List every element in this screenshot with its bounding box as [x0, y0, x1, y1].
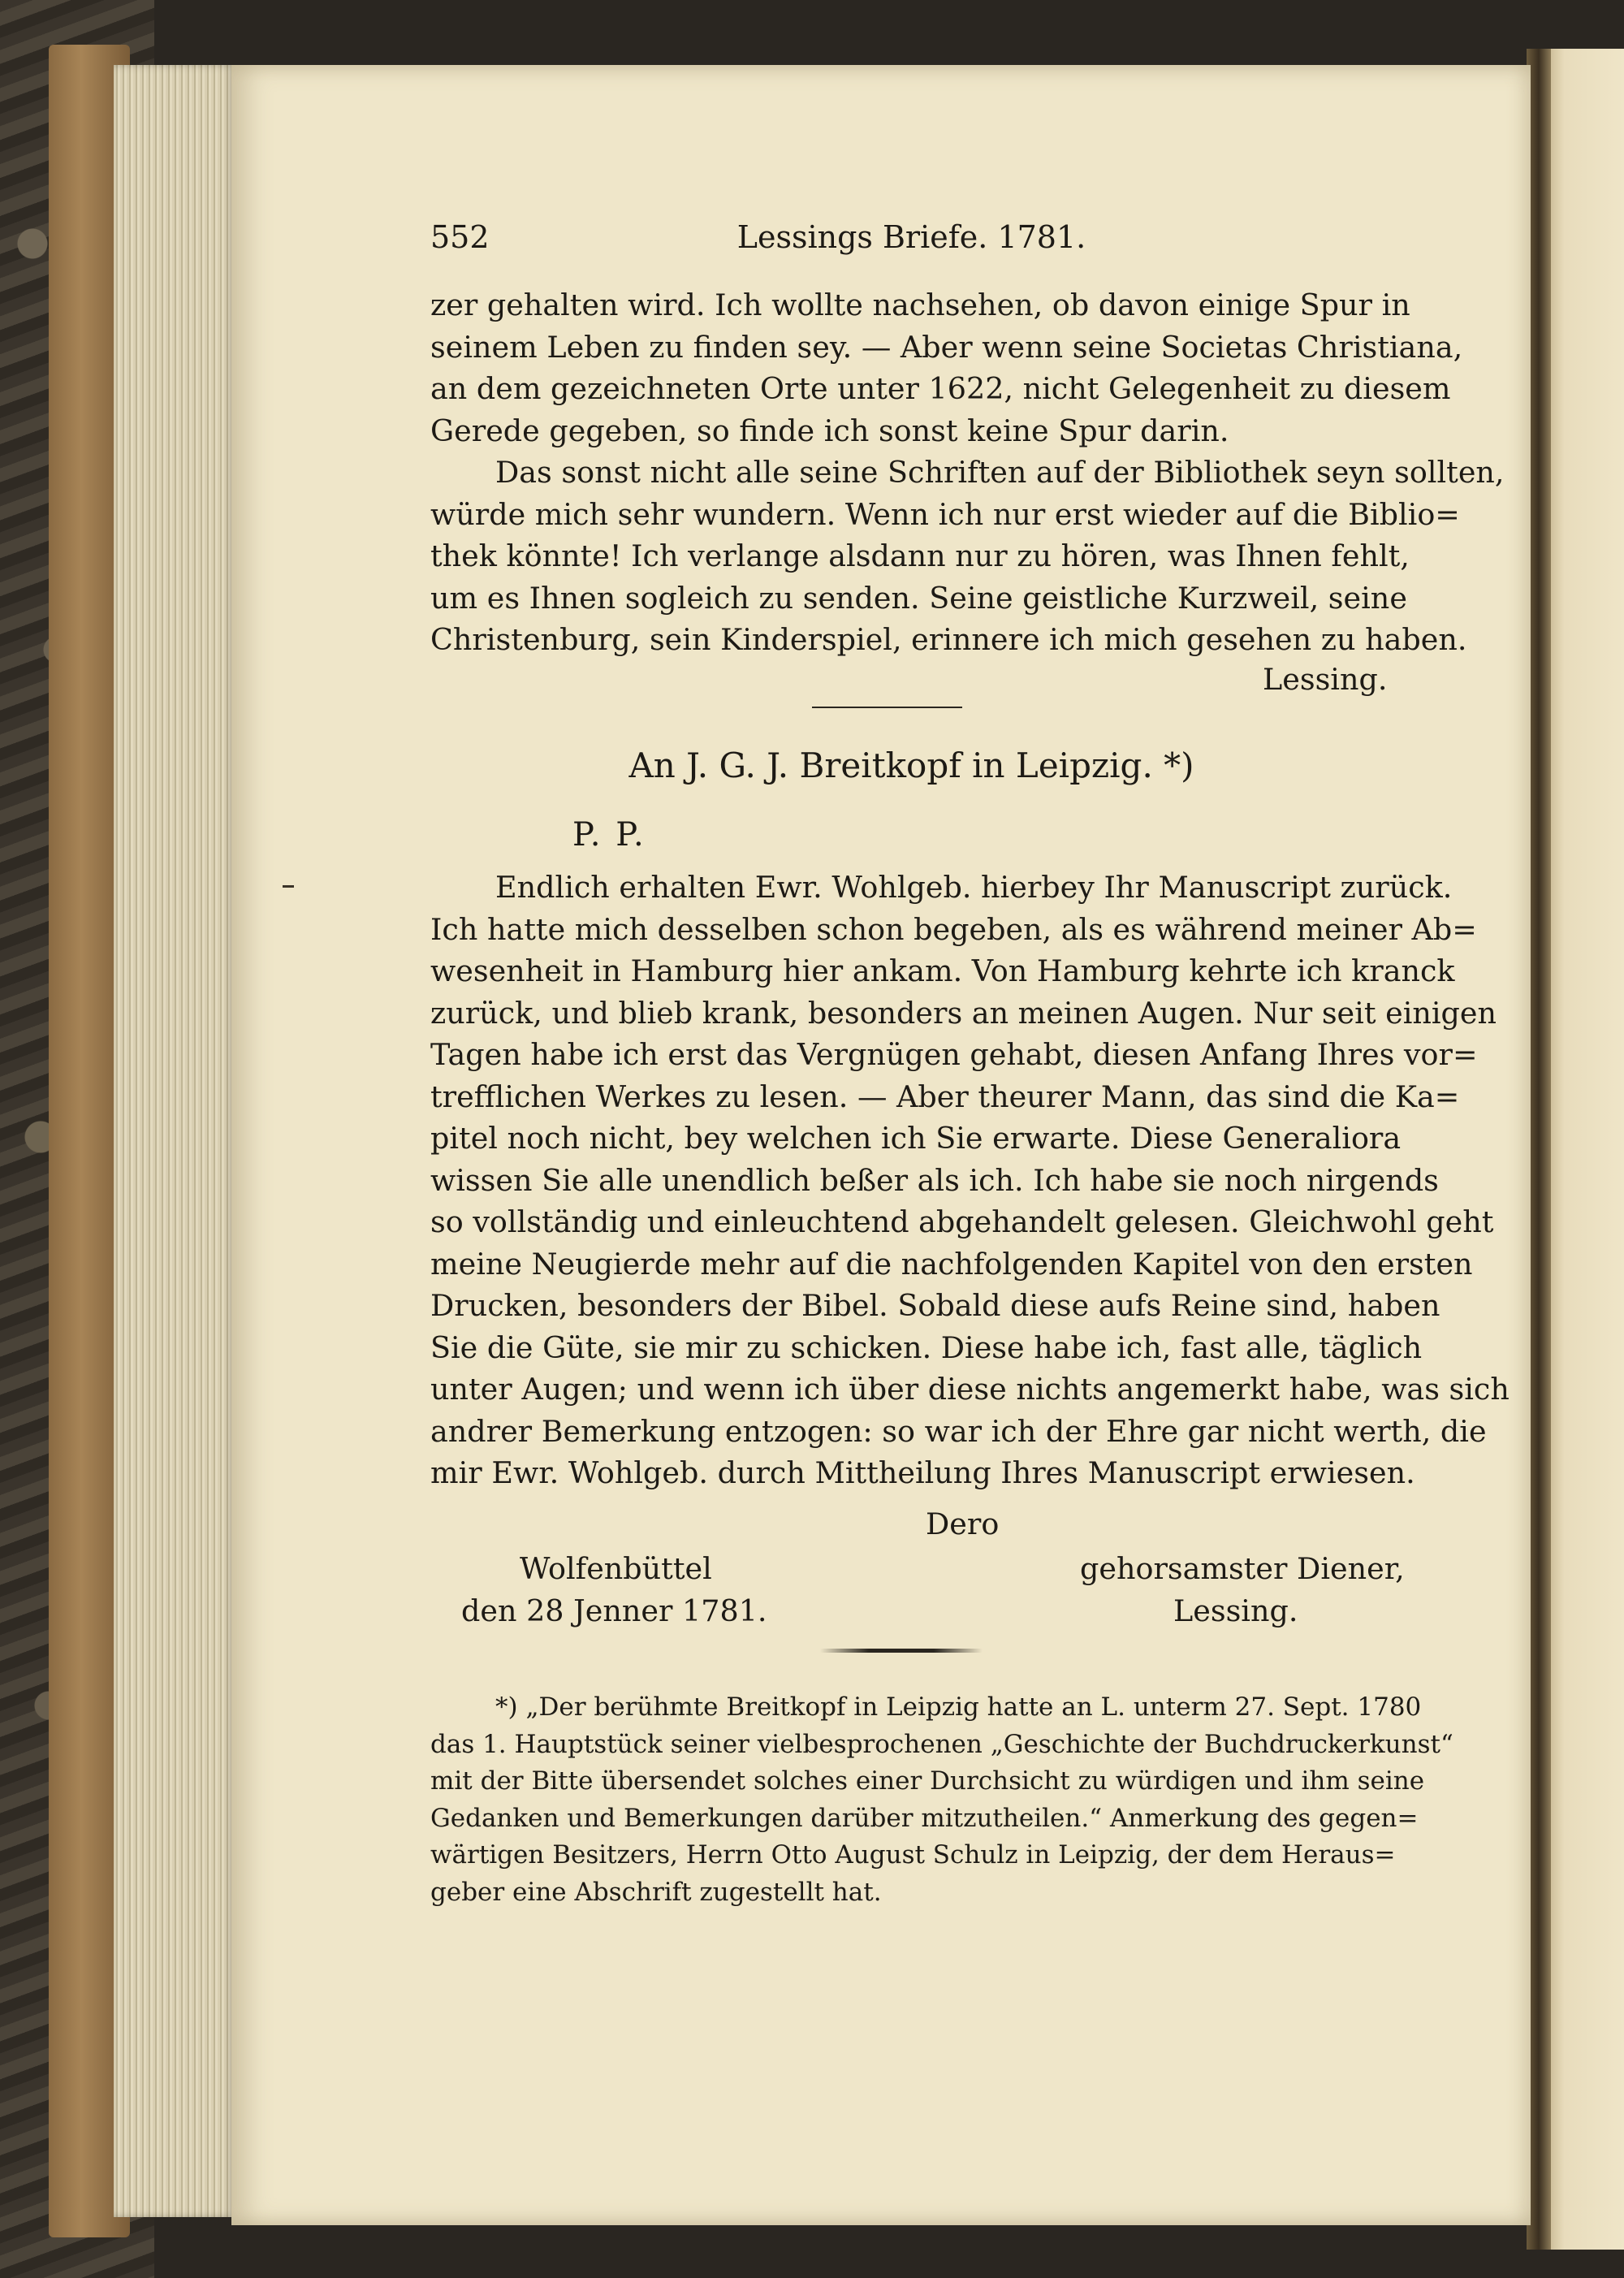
footnote-line: wärtigen Besitzers, Herrn Otto August Schulz in Leipzig, der dem Heraus=	[430, 1840, 1396, 1870]
text-line: meine Neugierde mehr auf die nachfolgenden Kapitel von den ersten	[430, 1246, 1473, 1282]
footnote-line: Gedanken und Bemerkungen darüber mitzutheilen.“ Anmerkung des gegen=	[430, 1803, 1419, 1833]
letter1-paragraph1	[430, 284, 1463, 452]
text-line: unter Augen; und wenn ich über diese nichts angemerkt habe, was sich	[430, 1372, 1510, 1407]
text-line: seinem Leben zu finden sey. — Aber wenn seine Societas Christiana,	[430, 329, 1463, 365]
text-line: Das sonst nicht alle seine Schriften auf der Bibliothek seyn sollten,	[495, 455, 1505, 490]
letter2-body	[430, 867, 1510, 1494]
footnote-line: mit der Bitte übersendet solches einer Durchsicht zu würdigen und ihm seine	[430, 1766, 1425, 1796]
text-line: würde mich sehr wundern. Wenn ich nur erst wieder auf die Biblio=	[430, 496, 1460, 532]
text-line: mir Ewr. Wohlgeb. durch Mittheilung Ihres Manuscript erwiesen.	[430, 1455, 1415, 1490]
salutation: P. P.	[572, 816, 646, 854]
text-line: zurück, und blieb krank, besonders an meinen Augen. Nur seit einigen	[430, 995, 1497, 1031]
text-line: so vollständig und einleuchtend abgehandelt gelesen. Gleichwohl geht	[430, 1204, 1494, 1239]
text-line: Tagen habe ich erst das Vergnügen gehabt, diesen Anfang Ihres vor=	[430, 1037, 1478, 1072]
closing-signature: Lessing.	[1173, 1593, 1298, 1628]
footnote-line: das 1. Hauptstück seiner vielbesprochenen „Geschichte der Buchdruckerkunst“	[430, 1729, 1453, 1759]
text-line: um es Ihnen sogleich zu senden. Seine geistliche Kurzweil, seine	[430, 580, 1407, 616]
facing-page	[1539, 49, 1624, 2250]
letter1-signature: Lessing.	[1263, 662, 1388, 697]
text-line: an dem gezeichneten Orte unter 1622, nicht Gelegenheit zu diesem	[430, 371, 1451, 406]
section-divider	[812, 707, 962, 708]
footnote-divider	[820, 1649, 983, 1653]
letter2-heading: An J. G. J. Breitkopf in Leipzig. *)	[628, 746, 1194, 785]
text-line: Gerede gegeben, so finde ich sonst keine Spur darin.	[430, 413, 1229, 448]
text-line: zer gehalten wird. Ich wollte nachsehen, ob davon einige Spur in	[430, 287, 1410, 322]
text-line: wesenheit in Hamburg hier ankam. Von Hamburg kehrte ich kranck	[430, 953, 1455, 988]
page-block-edge	[114, 65, 235, 2217]
closing-place: Wolfenbüttel	[520, 1551, 712, 1586]
letter1-paragraph2	[430, 452, 1505, 661]
text-line: thek könnte! Ich verlange alsdann nur zu hören, was Ihnen fehlt,	[430, 538, 1410, 573]
closing-dero: Dero	[926, 1506, 1000, 1541]
page-number: 552	[430, 219, 490, 255]
text-line: trefflichen Werkes zu lesen. — Aber theurer Mann, das sind die Ka=	[430, 1078, 1460, 1114]
text-line: Drucken, besonders der Bibel. Sobald diese aufs Reine sind, haben	[430, 1288, 1440, 1323]
running-title: Lessings Briefe. 1781.	[736, 219, 1086, 255]
closing-date: den 28 Jenner 1781.	[461, 1593, 767, 1628]
text-line: Endlich erhalten Ewr. Wohlgeb. hierbey Ihr Manuscript zurück.	[495, 870, 1453, 905]
margin-mark	[283, 885, 294, 888]
text-line: Sie die Güte, sie mir zu schicken. Diese habe ich, fast alle, täglich	[430, 1329, 1423, 1365]
footnote	[430, 1689, 1453, 1911]
text-line: Ich hatte mich desselben schon begeben, als es während meiner Ab=	[430, 911, 1477, 947]
text-line: pitel noch nicht, bey welchen ich Sie erwarte. Diese Generaliora	[430, 1121, 1402, 1156]
text-line: andrer Bemerkung entzogen: so war ich der Ehre gar nicht werth, die	[430, 1413, 1487, 1449]
text-line: wissen Sie alle unendlich beßer als ich. Ich habe sie noch nirgends	[430, 1162, 1439, 1198]
footnote-line: *) „Der berühmte Breitkopf in Leipzig hatte an L. unterm 27. Sept. 1780	[495, 1692, 1422, 1722]
closing-servant: gehorsamster Diener,	[1080, 1551, 1405, 1586]
text-line: Christenburg, sein Kinderspiel, erinnere ich mich gesehen zu haben.	[430, 622, 1467, 657]
footnote-line: geber eine Abschrift zugestellt hat.	[430, 1877, 882, 1907]
